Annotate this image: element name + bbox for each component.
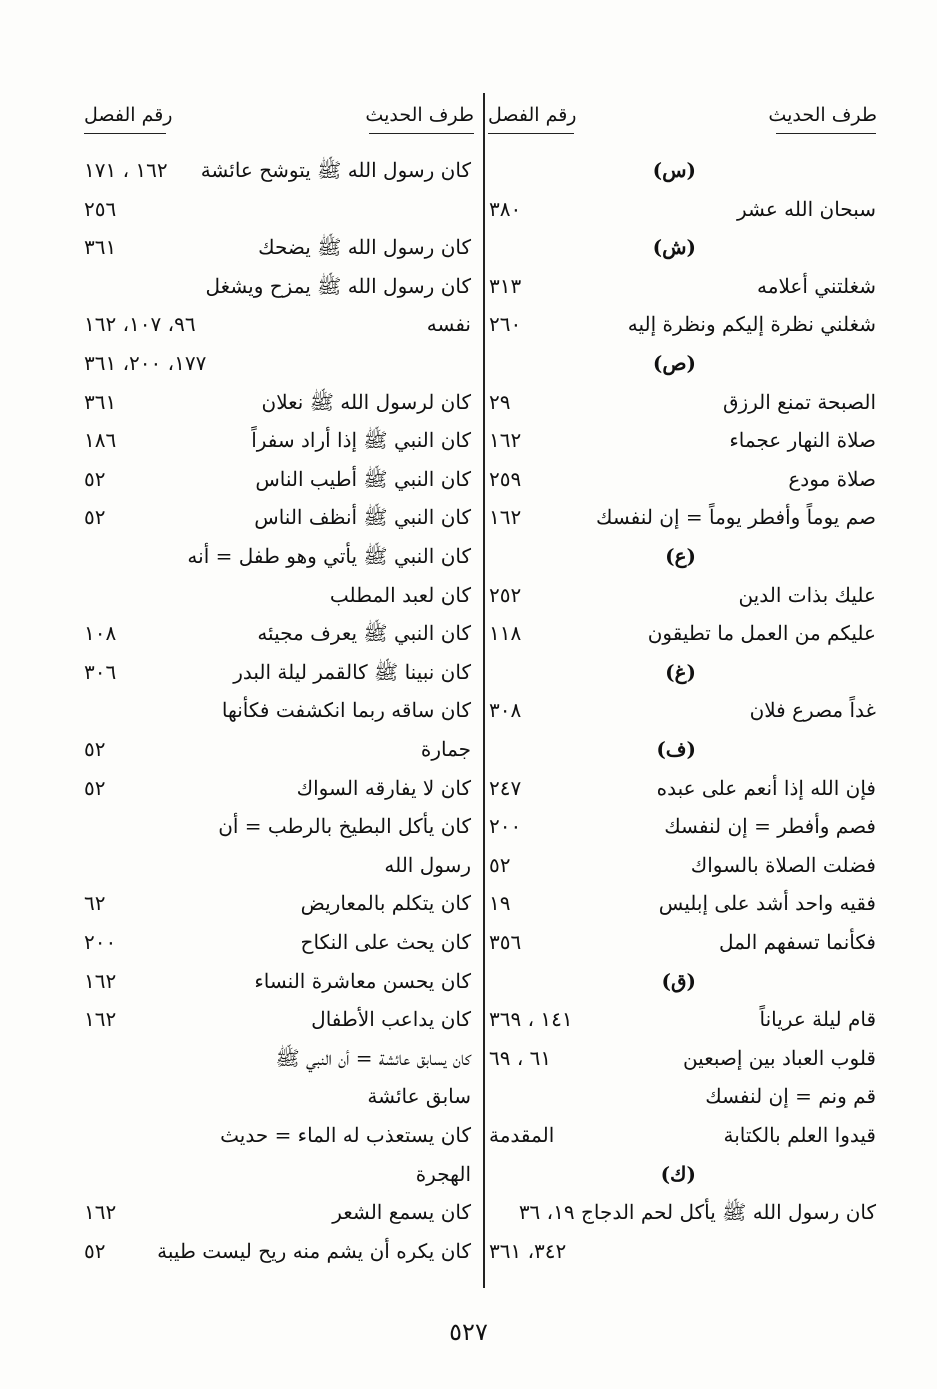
header-underline bbox=[488, 133, 574, 134]
hadith-text: الهجرة bbox=[415, 1161, 471, 1186]
hadith-text: كان يداعب الأطفال bbox=[311, 1007, 471, 1032]
index-entry bbox=[489, 922, 876, 962]
index-entry bbox=[84, 150, 471, 190]
hadith-text: كان يسابق عائشة = أن النبي ﷺ bbox=[275, 1045, 471, 1070]
index-entry bbox=[489, 768, 876, 808]
section-letter: (ص) bbox=[652, 351, 696, 375]
chapter-number: ٣٠٦ bbox=[84, 659, 117, 684]
hadith-text: عليكم من العمل ما تطيقون bbox=[647, 621, 876, 646]
index-entry bbox=[489, 1076, 876, 1116]
index-entry bbox=[84, 536, 471, 576]
hadith-text: كان النبي ﷺ أنظف الناس bbox=[254, 505, 471, 530]
index-entry bbox=[489, 1192, 876, 1232]
section-letter-row bbox=[489, 227, 876, 267]
index-entry bbox=[489, 883, 876, 923]
chapter-number: ٩٦، ١٠٧، ١٦٢ bbox=[84, 312, 196, 337]
index-entry bbox=[489, 1038, 876, 1078]
section-letter-row bbox=[489, 343, 876, 383]
chapter-number: ٣١٣ bbox=[489, 273, 522, 298]
hadith-text: سابق عائشة bbox=[367, 1084, 471, 1109]
index-entry bbox=[489, 266, 876, 306]
index-entry bbox=[489, 690, 876, 730]
index-entry bbox=[84, 845, 471, 885]
index-entry bbox=[84, 382, 471, 422]
chapter-number: ٥٢ bbox=[84, 775, 106, 800]
section-letter-row bbox=[489, 1154, 876, 1194]
index-entry bbox=[84, 768, 471, 808]
hadith-text: سبحان الله عشر bbox=[736, 196, 876, 221]
section-letter-row bbox=[489, 961, 876, 1001]
hadith-text: كان النبي ﷺ يعرف مجيئه bbox=[257, 621, 471, 646]
section-letter: (غ) bbox=[665, 659, 696, 684]
chapter-number: ١١٨ bbox=[489, 621, 522, 646]
hadith-text: كان ساقه ربما انكشفت فكأنها bbox=[221, 698, 471, 723]
index-entry bbox=[489, 999, 876, 1039]
column-divider bbox=[483, 93, 485, 1288]
hadith-text: صم يوماً وأفطر يوماً = إن لنفسك bbox=[595, 505, 876, 530]
index-entry bbox=[489, 806, 876, 846]
hadith-text: نفسه bbox=[426, 312, 471, 337]
header-underline bbox=[776, 133, 876, 134]
index-entry bbox=[84, 999, 471, 1039]
chapter-number: ٣٥٦ bbox=[489, 930, 522, 954]
index-entry bbox=[84, 1154, 471, 1194]
hadith-text: غداً مصرع فلان bbox=[749, 698, 876, 723]
chapter-number: ٣٦١ bbox=[84, 389, 117, 414]
section-letter: (ع) bbox=[665, 544, 696, 568]
chapter-number: ٥٢ bbox=[84, 1238, 106, 1263]
index-entry bbox=[84, 189, 471, 229]
index-entry bbox=[489, 382, 876, 422]
chapter-number: ٥٢ bbox=[489, 852, 511, 877]
index-entry bbox=[84, 343, 471, 383]
right-header-text: طرف الحديث bbox=[768, 104, 877, 126]
hadith-text: كان يتكلم بالمعاريض bbox=[300, 891, 471, 916]
section-letter-row bbox=[489, 652, 876, 692]
chapter-number: ١٦٢ bbox=[84, 968, 117, 993]
index-entry bbox=[84, 1115, 471, 1155]
index-entry bbox=[84, 690, 471, 730]
index-entry bbox=[84, 266, 471, 306]
section-letter: (ش) bbox=[652, 235, 696, 260]
hadith-text: فصم وأفطر = إن لنفسك bbox=[664, 814, 876, 839]
index-entry bbox=[84, 1192, 471, 1232]
hadith-text: فإن الله إذا أنعم على عبده bbox=[656, 775, 876, 800]
hadith-text: كان رسول الله ﷺ يأكل لحم الدجاج ١٩، ٣٦ bbox=[518, 1200, 876, 1225]
chapter-number: ٢٤٧ bbox=[489, 775, 522, 800]
hadith-text: قيدوا العلم بالكتابة bbox=[723, 1123, 876, 1147]
hadith-text: كان النبي ﷺ إذا أراد سفراً bbox=[251, 428, 471, 453]
index-entry bbox=[489, 575, 876, 615]
hadith-text: صلاة النهار عجماء bbox=[729, 428, 876, 453]
index-entry bbox=[84, 883, 471, 923]
chapter-number: ٣٤٢، ٣٦١ bbox=[489, 1238, 567, 1263]
chapter-number: ١٦٢ ، ١٧١ bbox=[84, 158, 168, 182]
hadith-text: فضلت الصلاة بالسواك bbox=[690, 852, 876, 877]
index-entry bbox=[84, 806, 471, 846]
chapter-number: ٢٥٦ bbox=[84, 196, 117, 221]
index-entry bbox=[84, 652, 471, 692]
chapter-number: ٦٢ bbox=[84, 891, 106, 916]
hadith-text: شغلني نظرة إليكم ونظرة إليه bbox=[627, 312, 876, 337]
header-underline bbox=[84, 133, 166, 134]
hadith-text: قم ونم = إن لنفسك bbox=[705, 1084, 876, 1109]
hadith-text: كان يحسن معاشرة النساء bbox=[254, 968, 471, 993]
section-letter: (ف) bbox=[656, 737, 696, 761]
section-letter: (ق) bbox=[661, 968, 696, 993]
hadith-text: كان يستعذب له الماء = حديث bbox=[220, 1123, 471, 1147]
chapter-number: ١٦٢ bbox=[84, 1200, 117, 1225]
chapter-number: ٢٦٠ bbox=[489, 312, 522, 337]
hadith-text: رسول الله bbox=[384, 852, 471, 877]
index-entry bbox=[84, 304, 471, 344]
index-entry bbox=[84, 420, 471, 460]
chapter-number: ١٠٨ bbox=[84, 621, 117, 646]
hadith-text: كان النبي ﷺ أطيب الناس bbox=[255, 466, 471, 491]
chapter-number: ٢٠٠ bbox=[84, 930, 117, 954]
hadith-text: كان يكره أن يشم منه ريح ليست طيبة bbox=[157, 1238, 471, 1263]
hadith-text: كان النبي ﷺ يأتي وهو طفل = أنه bbox=[187, 544, 471, 568]
left-header-number: رقم الفصل bbox=[84, 104, 173, 126]
index-entry bbox=[84, 922, 471, 962]
hadith-text: كان لا يفارقه السواك bbox=[296, 775, 471, 800]
hadith-text: شغلتني أعلامه bbox=[757, 273, 876, 298]
hadith-text: جمارة bbox=[420, 737, 471, 761]
chapter-number: ١٨٦ bbox=[84, 428, 117, 453]
chapter-number: ٦١ ، ٦٩ bbox=[489, 1045, 552, 1070]
index-entry bbox=[489, 845, 876, 885]
index-entry bbox=[84, 459, 471, 499]
index-entry bbox=[84, 729, 471, 769]
index-entry bbox=[84, 575, 471, 615]
index-entry bbox=[84, 1076, 471, 1116]
hadith-text: كان لعبد المطلب bbox=[329, 582, 471, 607]
chapter-number: ٢٠٠ bbox=[489, 814, 522, 839]
chapter-number: ٢٥٢ bbox=[489, 582, 522, 607]
hadith-text: قلوب العباد بين إصبعين bbox=[682, 1045, 876, 1070]
hadith-text: كان رسول الله ﷺ يضحك bbox=[258, 235, 471, 260]
chapter-number: ١٦٢ bbox=[489, 428, 522, 453]
hadith-text: فقيه واحد أشد على إبليس bbox=[658, 891, 876, 916]
index-entry bbox=[84, 1231, 471, 1271]
chapter-number: ٣٦١ bbox=[84, 235, 117, 260]
index-entry bbox=[84, 227, 471, 267]
index-entry bbox=[489, 613, 876, 653]
hadith-text: صلاة مودع bbox=[788, 466, 876, 491]
index-entry bbox=[489, 189, 876, 229]
chapter-number: ١٧٧، ٢٠٠، ٣٦١ bbox=[84, 351, 207, 375]
hadith-text: كان لرسول الله ﷺ نعلان bbox=[261, 389, 471, 414]
section-letter-row bbox=[489, 729, 876, 769]
chapter-number: ٥٢ bbox=[84, 737, 106, 761]
hadith-text: كان رسول الله ﷺ يتوشح عائشة bbox=[200, 158, 471, 182]
hadith-text: كان نبينا ﷺ كالقمر ليلة البدر bbox=[233, 659, 471, 684]
chapter-number: ١٦٢ bbox=[489, 505, 522, 530]
index-entry bbox=[489, 304, 876, 344]
hadith-text: كان رسول الله ﷺ يمزح ويشغل bbox=[205, 273, 471, 298]
chapter-number: ١٦٢ bbox=[84, 1007, 117, 1032]
index-entry bbox=[84, 961, 471, 1001]
index-entry bbox=[84, 613, 471, 653]
section-letter: (ك) bbox=[660, 1161, 696, 1186]
hadith-text: كان يسمع الشعر bbox=[332, 1200, 471, 1225]
left-header-text: طرف الحديث bbox=[365, 104, 474, 126]
hadith-text: كان يحث على النكاح bbox=[300, 930, 471, 954]
hadith-text: قام ليلة عرياناً bbox=[759, 1007, 876, 1032]
index-entry bbox=[489, 420, 876, 460]
chapter-number: ٣٠٨ bbox=[489, 698, 522, 723]
chapter-number: ٢٥٩ bbox=[489, 466, 522, 491]
chapter-number: ١٤١ ، ٣٦٩ bbox=[489, 1007, 573, 1032]
index-entry bbox=[489, 497, 876, 537]
chapter-number: ٥٢ bbox=[84, 466, 106, 491]
chapter-number: ٥٢ bbox=[84, 505, 106, 530]
chapter-number: المقدمة bbox=[489, 1123, 555, 1147]
hadith-text: فكأنما تسفهم المل bbox=[718, 930, 876, 954]
hadith-text: عليك بذات الدين bbox=[738, 582, 876, 607]
section-letter: (س) bbox=[652, 158, 696, 182]
hadith-text: الصبحة تمنع الرزق bbox=[722, 389, 876, 414]
index-entry bbox=[489, 459, 876, 499]
section-letter-row bbox=[489, 150, 876, 190]
index-entry bbox=[489, 1231, 876, 1271]
index-entry bbox=[84, 497, 471, 537]
hadith-text: كان يأكل البطيخ بالرطب = أن bbox=[218, 814, 471, 839]
header-underline bbox=[369, 133, 474, 134]
index-entry bbox=[489, 1115, 876, 1155]
chapter-number: ٣٨٠ bbox=[489, 196, 522, 221]
section-letter-row bbox=[489, 536, 876, 576]
right-header-number: رقم الفصل bbox=[488, 104, 577, 126]
chapter-number: ١٩ bbox=[489, 891, 511, 916]
index-entry bbox=[84, 1038, 471, 1078]
page-number: ٥٢٧ bbox=[449, 1318, 488, 1346]
chapter-number: ٢٩ bbox=[489, 389, 511, 414]
